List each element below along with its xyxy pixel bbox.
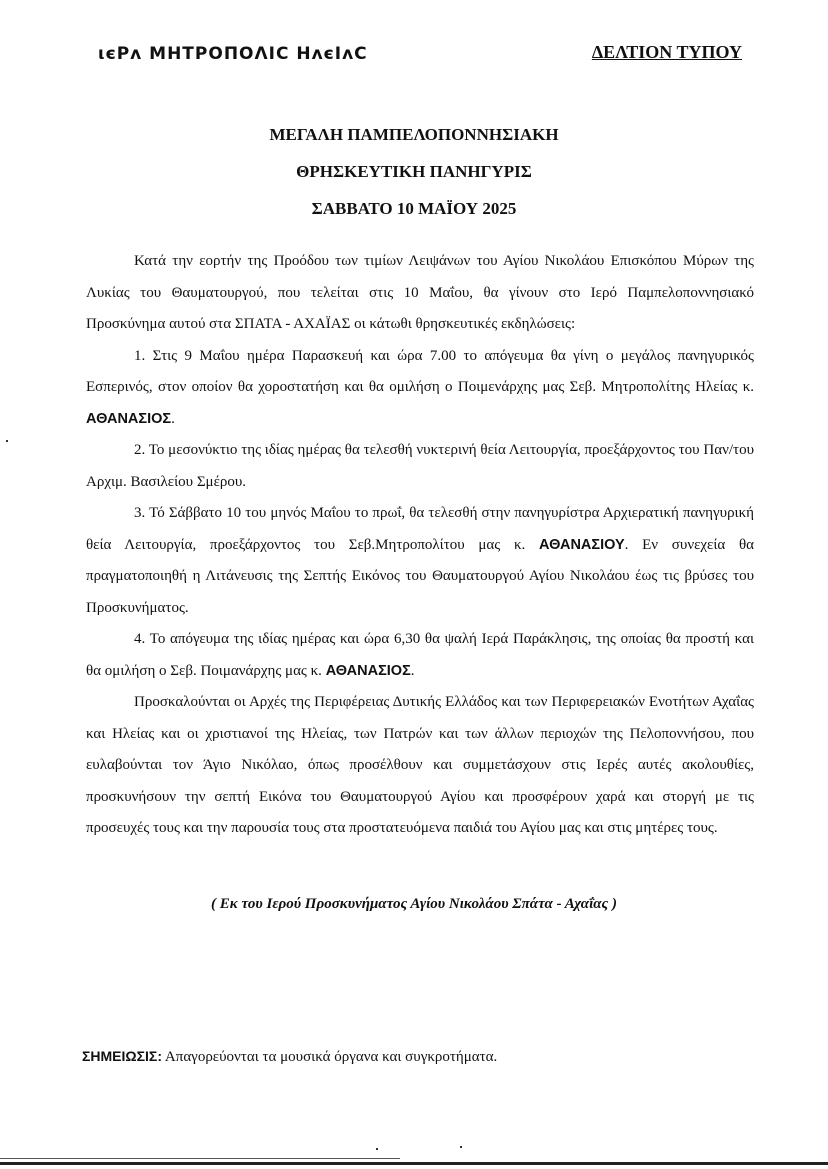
item-1-paragraph (86, 341, 754, 436)
item-3-paragraph (86, 498, 754, 624)
bottom-rule-thin (0, 1158, 400, 1159)
title-line-3: ΣΑΒΒΑΤΟ 10 ΜΑΪΟΥ 2025 (311, 199, 517, 218)
notes-line (82, 1048, 497, 1066)
item-3-end: . Εν συνεχεία θα πραγματοποιηθή η Λιτάνευσις της Σεπτής Εικόνος του Θαυματουργού Αγίου Νικολάου έως τις βρύσες του Προσκυνήματος. (86, 536, 755, 616)
item-1-bishop-name: ΑΘΑΝΑΣΙΟΣ (86, 410, 172, 427)
press-release-label: ΔΕΛΤΙΟΝ ΤΥΠΟΥ (591, 42, 742, 62)
item-1-end: . (171, 410, 175, 427)
body-text (86, 246, 754, 845)
bottom-rule (0, 1162, 828, 1165)
title-line-1: ΜΕΓΑΛΗ ΠΑΜΠΕΛΟΠΟΝΝΗΣΙΑΚΗ (269, 125, 559, 144)
notes-text: Απαγορεύονται τα μουσικά όργανα και συγκροτήματα. (164, 1049, 498, 1065)
item-3-text: 3. Τό Σάββατο 10 του μηνός Μαΐου το πρωΐ, θα τελεσθή στην πανηγυρίστρα Αρχιερατική πανηγυρική θεία Λειτουργία, προεξάρχοντος του Σεβ.Μητροπολίτου μας κ. (86, 505, 754, 553)
item-4-end: . (410, 662, 415, 679)
item-2-paragraph: 2. Το μεσονύκτιο της ιδίας ημέρας θα τελεσθή νυκτερινή θεία Λειτουργία, προεξάρχοντος του Παν/του Αρχιμ. Βασιλείου Σμέρου. (86, 442, 754, 490)
intro-paragraph: Κατά την εορτήν της Προόδου των τιμίων Λειψάνων του Αγίου Νικολάου Επισκόπου Μύρων της Λυκίας του Θαυματουργού, που τελείται στις 10 Μαΐου, θα γίνουν στο Ιερό Παμπελοποννησιακό Προσκύνημα αυτού στα ΣΠΑΤΑ - ΑΧΑΪΑΣ οι κάτωθι θρησκευτικές εκδηλώσεις: (86, 253, 754, 332)
source-line: ( Εκ του Ιερού Προσκυνήματος Αγίου Νικολάου Σπάτα - Αχαΐας ) (211, 896, 617, 912)
notes-label: ΣΗΜΕΙΩΣΙΣ: (82, 1048, 162, 1064)
item-4-bishop-name: ΑΘΑΝΑΣΙΟΣ (325, 662, 411, 679)
scan-speck (376, 1148, 378, 1150)
scan-speck (460, 1146, 462, 1148)
title-line-2: ΘΡΗΣΚΕΥΤΙΚΗ ΠΑΝΗΓΥΡΙΣ (296, 162, 532, 181)
item-1-text: 1. Στις 9 Μαΐου ημέρα Παρασκευή και ώρα 7.00 το απόγευμα θα γίνη ο μεγάλος πανηγυρικός Εσπερινός, στον οποίον θα χοροστατήση και θα ομιλήση ο Ποιμενάρχης μας Σεβ. Μητροπολίτης Ηλείας κ. (86, 347, 754, 395)
scan-speck (6, 440, 8, 442)
item-4-text: 4. Το απόγευμα της ιδίας ημέρας και ώρα 6,30 θα ψαλή Ιερά Παράκλησις, της οποίας θα προστή και θα ομιλήση ο Σεβ. Ποιμανάρχης μας κ. (86, 631, 754, 679)
item-4-paragraph (86, 624, 754, 687)
item-3-bishop-name: ΑΘΑΝΑΣΙΟΥ (539, 536, 625, 553)
invitation-paragraph: Προσκαλούνται οι Αρχές της Περιφέρειας Δυτικής Ελλάδος και των Περιφερειακών Ενοτήτων Αχαΐας και Ηλείας και οι χριστιανοί της Ηλείας, των Πατρών και των άλλων περιοχών της Πελοποννήσου, που ευλαβούνται τον Άγιο Νικόλαο, όπως προσέλθουν και συμμετάσχουν στις Ιερές αυτές ακολουθίες, προσκυνήσουν την σεπτή Εικόνα του Θαυματουργού Αγίου και προσφέρουν χαρά και στοργή με τις προσευχές τους και την παρουσία τους στα προστατευόμενα παιδιά του Αγίου μας και στις μητέρες τους. (86, 694, 754, 836)
title-block (0, 116, 828, 227)
metropolis-name: ιєΡʌ ΜΗΤΡΟΠΟΛΙϹ ΗʌєΙʌϹ (98, 44, 368, 64)
